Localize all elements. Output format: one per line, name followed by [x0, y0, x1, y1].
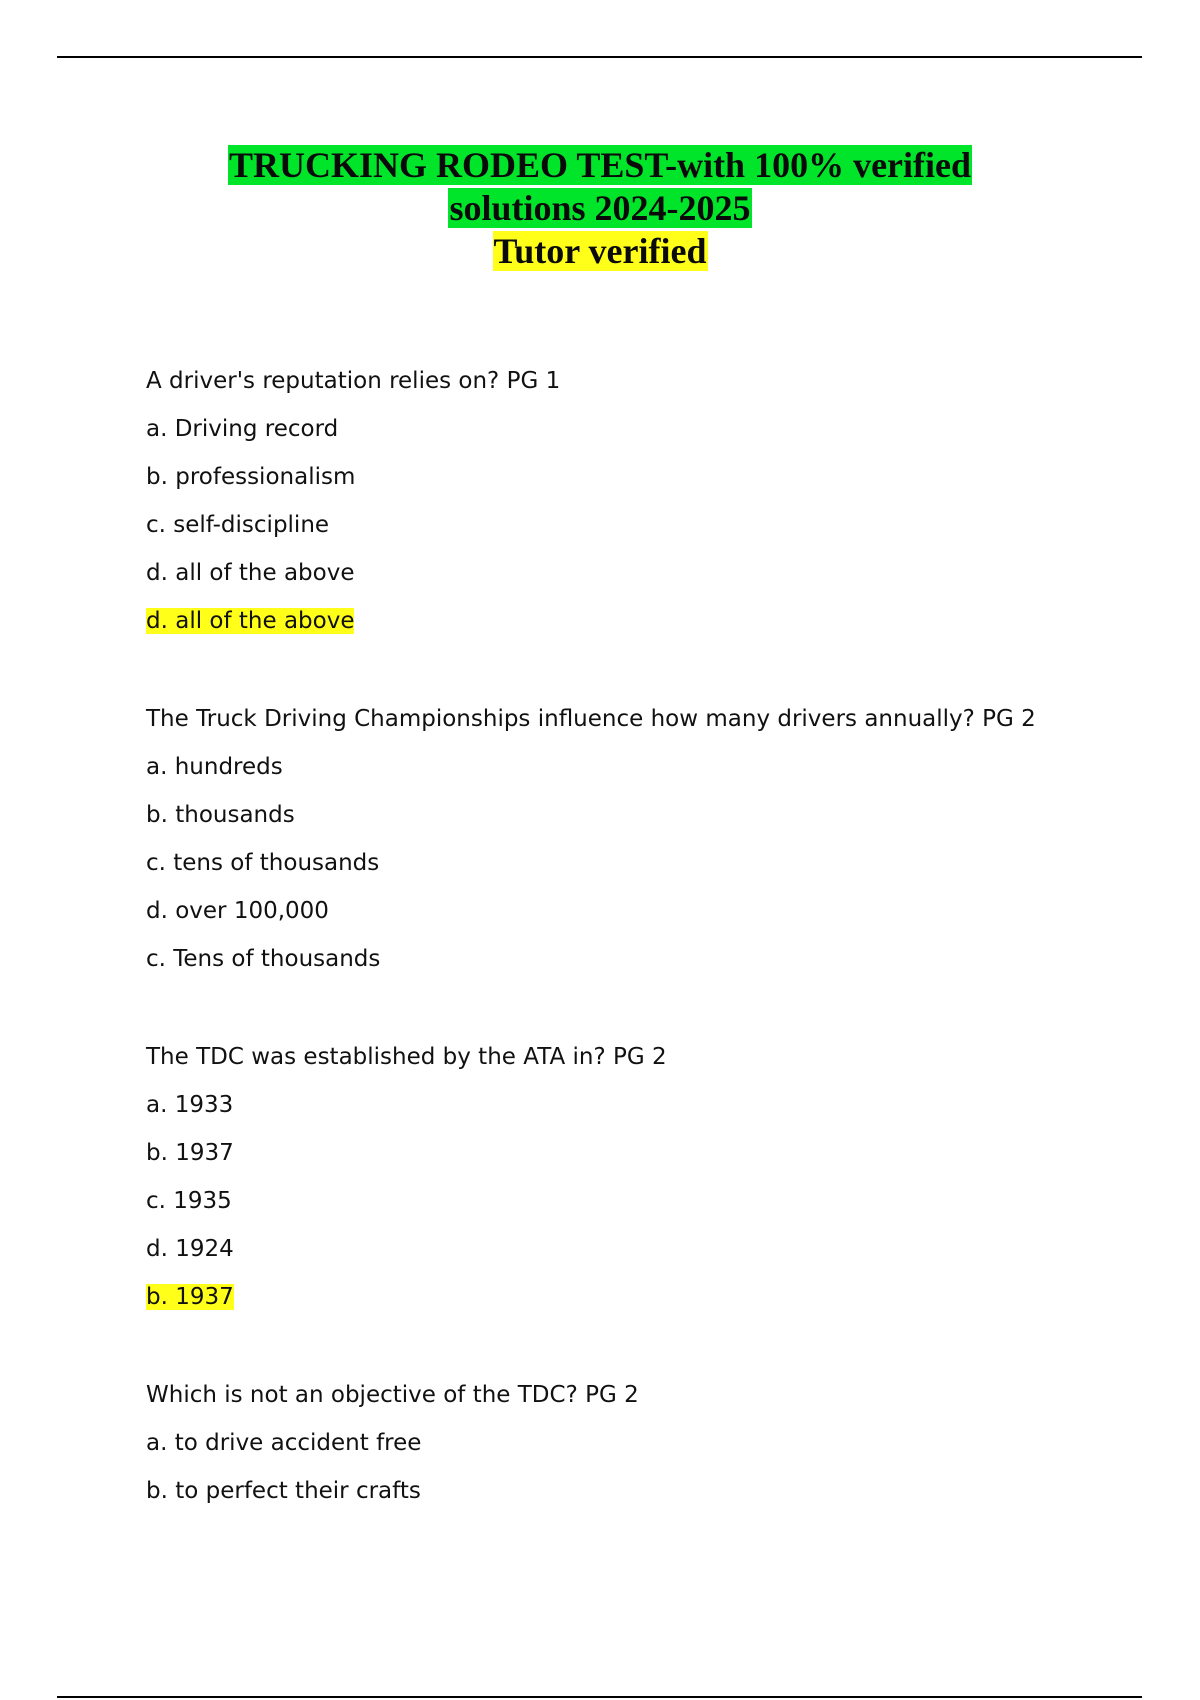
answer-text: d. all of the above — [146, 608, 355, 634]
option: a. Driving record — [146, 416, 339, 442]
option: a. to drive accident free — [146, 1430, 422, 1456]
option: a. hundreds — [146, 754, 283, 780]
option: b. thousands — [146, 802, 295, 828]
answer-text: b. 1937 — [146, 1284, 234, 1310]
option: a. 1933 — [146, 1092, 234, 1118]
answer-line — [146, 943, 1046, 975]
option: d. all of the above — [146, 560, 355, 586]
question-block-2 — [146, 703, 1046, 975]
question-text: The TDC was established by the ATA in? PG 2 — [146, 1044, 667, 1070]
answer-line — [146, 1281, 1046, 1313]
option: d. over 100,000 — [146, 898, 329, 924]
option: c. tens of thousands — [146, 850, 380, 876]
option: b. professionalism — [146, 464, 356, 490]
question-list — [146, 365, 1046, 1523]
option: d. 1924 — [146, 1236, 234, 1262]
answer-line — [146, 605, 1046, 637]
question-block-3 — [146, 1041, 1046, 1313]
question-text: The Truck Driving Championships influence how many drivers annually? PG 2 — [146, 706, 1036, 732]
option: b. to perfect their crafts — [146, 1478, 421, 1504]
question-block-4 — [146, 1379, 1046, 1507]
bottom-rule — [57, 1696, 1142, 1698]
title-line-2: solutions 2024-2025 — [449, 188, 751, 228]
document-title — [0, 144, 1200, 273]
option: b. 1937 — [146, 1140, 234, 1166]
answer-text: c. Tens of thousands — [146, 946, 381, 972]
question-text: Which is not an objective of the TDC? PG 2 — [146, 1382, 639, 1408]
question-block-1 — [146, 365, 1046, 637]
title-line-1: TRUCKING RODEO TEST-with 100% verified — [228, 145, 972, 185]
subtitle: Tutor verified — [493, 231, 707, 271]
option: c. self-discipline — [146, 512, 330, 538]
option: c. 1935 — [146, 1188, 232, 1214]
question-text: A driver's reputation relies on? PG 1 — [146, 368, 561, 394]
top-rule — [57, 56, 1142, 58]
